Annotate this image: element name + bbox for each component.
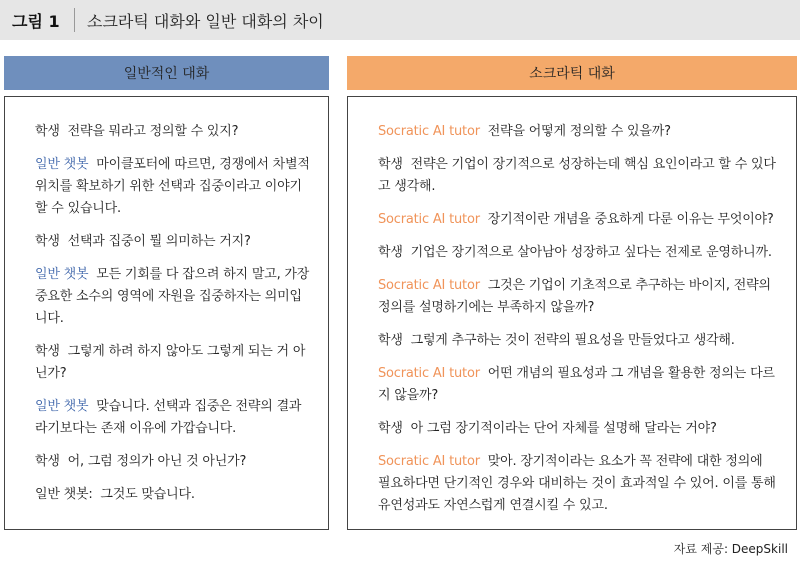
dialogue-line	[378, 209, 778, 231]
utterance-text: 모든 기회를 다 잡으려 하지 말고, 가장 중요한 소수의 영역에 자원을 집중하자는 의미입니다.	[35, 267, 310, 326]
speaker-label: 학생	[35, 344, 60, 359]
speaker-label: 학생	[35, 454, 60, 469]
socratic-dialogue-panel	[347, 96, 797, 530]
utterance-text: 선택과 집중이 뭘 의미하는 거지?	[67, 234, 251, 249]
dialogue-line	[378, 242, 778, 264]
header-divider	[74, 8, 75, 32]
speaker-label: 학생	[378, 421, 403, 436]
speaker-label: Socratic AI tutor	[378, 366, 480, 381]
dialogue-line	[35, 264, 314, 330]
speaker-label: 일반 챗봇:	[35, 487, 93, 502]
utterance-text: 전략은 기업이 장기적으로 성장하는데 핵심 요인이라고 할 수 있다고 생각해.	[378, 157, 776, 194]
left-column-heading	[4, 56, 329, 90]
right-column-heading	[347, 56, 797, 90]
figure-header	[0, 0, 800, 40]
source-credit: 자료 제공: DeepSkill	[673, 542, 788, 556]
speaker-label: Socratic AI tutor	[378, 124, 480, 139]
general-dialogue-panel	[4, 96, 329, 530]
utterance-text: 기업은 장기적으로 살아남아 성장하고 싶다는 전제로 운영하니까.	[410, 245, 772, 260]
utterance-text: 그것도 맞습니다.	[100, 487, 195, 502]
dialogue-line	[378, 154, 778, 198]
speaker-label: 일반 챗봇	[35, 157, 89, 172]
utterance-text: 아 그럼 장기적이라는 단어 자체를 설명해 달라는 거야?	[410, 421, 717, 436]
utterance-text: 그것은 기업이 기초적으로 추구하는 바이지, 전략의 정의를 설명하기에는 부족하지 않을까?	[378, 278, 771, 315]
speaker-label: 학생	[378, 333, 403, 348]
dialogue-line	[378, 121, 778, 143]
dialogue-line	[35, 484, 314, 506]
figure-title: 소크라틱 대화와 일반 대화의 차이	[87, 11, 324, 31]
dialogue-line	[35, 121, 314, 143]
utterance-text: 어떤 개념의 필요성과 그 개념을 활용한 정의는 다르지 않을까?	[378, 366, 775, 403]
speaker-label: 학생	[35, 234, 60, 249]
dialogue-line	[35, 396, 314, 440]
utterance-text: 어, 그럼 정의가 아닌 것 아닌가?	[67, 454, 247, 469]
dialogue-line	[378, 451, 778, 517]
dialogue-line	[378, 275, 778, 319]
utterance-text: 마이클포터에 따르면, 경쟁에서 차별적 위치를 확보하기 위한 선택과 집중이라고 이야기 할 수 있습니다.	[35, 157, 310, 216]
dialogue-line	[378, 330, 778, 352]
speaker-label: 학생	[378, 245, 403, 260]
utterance-text: 그렇게 하려 하지 않아도 그렇게 되는 거 아닌가?	[35, 344, 306, 381]
speaker-label: 일반 챗봇	[35, 267, 89, 282]
utterance-text: 맞습니다. 선택과 집중은 전략의 결과 라기보다는 존재 이유에 가깝습니다.	[35, 399, 302, 436]
speaker-label: 일반 챗봇	[35, 399, 89, 414]
speaker-label: 학생	[378, 157, 403, 172]
utterance-text: 장기적이란 개념을 중요하게 다룬 이유는 무엇이야?	[487, 212, 774, 227]
dialogue-line	[35, 341, 314, 385]
speaker-label: Socratic AI tutor	[378, 454, 480, 469]
dialogue-line	[35, 451, 314, 473]
utterance-text: 전략을 어떻게 정의할 수 있을까?	[487, 124, 671, 139]
dialogue-line	[378, 363, 778, 407]
speaker-label: Socratic AI tutor	[378, 278, 480, 293]
utterance-text: 맞아. 장기적이라는 요소가 꼭 전략에 대한 정의에 필요하다면 단기적인 경우와 대비하는 것이 효과적일 수 있어. 이를 통해 유연성과도 자연스럽게 연결시킬 수 있고.	[378, 454, 776, 513]
speaker-label: Socratic AI tutor	[378, 212, 480, 227]
left-heading-text: 일반적인 대화	[123, 66, 210, 82]
dialogue-line	[35, 231, 314, 253]
dialogue-line	[35, 154, 314, 220]
right-heading-text: 소크라틱 대화	[529, 66, 615, 82]
utterance-text: 그렇게 추구하는 것이 전략의 필요성을 만들었다고 생각해.	[410, 333, 735, 348]
speaker-label: 학생	[35, 124, 60, 139]
utterance-text: 전략을 뭐라고 정의할 수 있지?	[67, 124, 239, 139]
figure-label: 그림 1	[12, 11, 60, 31]
dialogue-line	[378, 418, 778, 440]
